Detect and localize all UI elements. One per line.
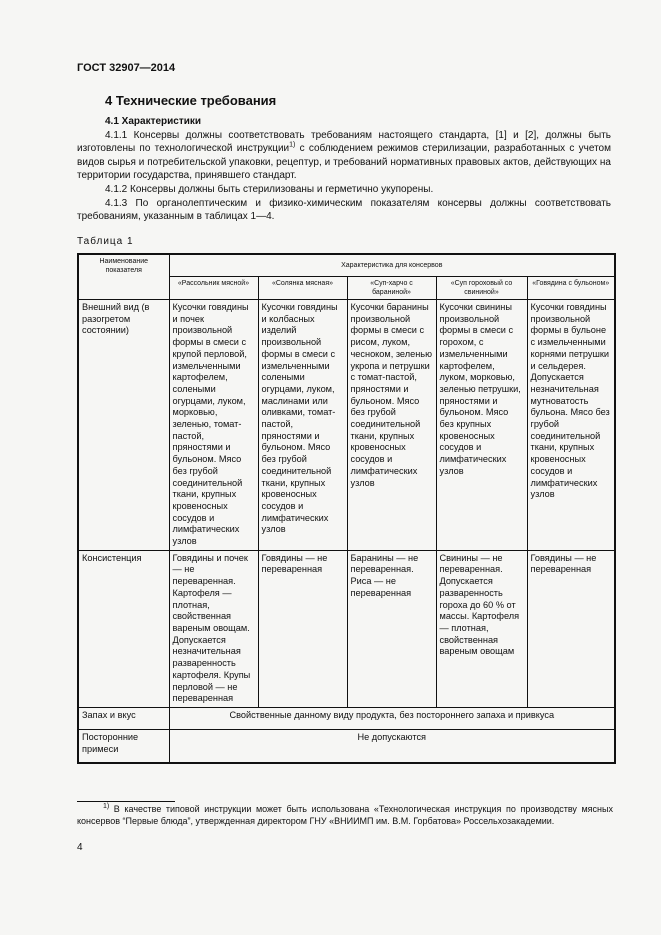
table-row — [78, 729, 615, 763]
table-cell: Свинины — не переваренная. Допускается разваренность гороха до 60 % от массы. Картофеля — плотная, свойственная вареным овощам — [436, 550, 527, 707]
column-header: «Суп-харчо с бараниной» — [347, 277, 436, 300]
standard-number: ГОСТ 32907—2014 — [77, 62, 176, 74]
p1-text: 4.1.1 Консервы должны соответствовать требованиям настоящего стандарта, [1] и [2], должны быть изготовлены по технологической инструкции — [77, 130, 611, 155]
column-header: «Солянка мясная» — [258, 277, 347, 300]
table-row — [78, 550, 615, 707]
characteristics-table — [77, 253, 616, 764]
table-row — [78, 300, 615, 551]
column-header: «Рассольник мясной» — [169, 277, 258, 300]
paragraph-4-1-2 — [77, 183, 611, 196]
column-header: «Говядина с бульоном» — [527, 277, 615, 300]
table-cell: Баранины — не переваренная. Риса — не переваренная — [347, 550, 436, 707]
section-title: 4 Технические требования — [105, 93, 277, 108]
table-label: Таблица 1 — [77, 236, 134, 247]
footnote-mark: 1) — [103, 803, 110, 810]
row-name: Посторонние примеси — [78, 729, 169, 763]
table-cell: Кусочки говядины и почек произвольной формы в смеси с крупой перловой, измельченными картофелем, солеными огурцами, луком, морковью, зеленью, томат-пастой, пряностями и бульоном. Мясо без грубой соединительной ткани, крупных кровеносных сосудов и лимфатических узлов — [169, 300, 258, 551]
p2-text: 4.1.2 Консервы должны быть стерилизованы и герметично укупорены. — [105, 184, 434, 195]
table-cell: Говядины и почек — не переваренная. Картофеля — плотная, свойственная вареным овощам. Допускается незначительная разваренность картофеля. Крупы перловой — не переваренная — [169, 550, 258, 707]
row-name: Запах и вкус — [78, 707, 169, 729]
subsection-title: 4.1 Характеристики — [105, 116, 202, 127]
row-name: Внешний вид (в разогретом состоянии) — [78, 300, 169, 551]
table-cell: Кусочки свинины произвольной формы в смеси с горохом, с измельченными картофелем, луком, морковью, зеленью петрушки, пряностями и бульоном. Мясо без крупных кровеносных сосудов и лимфатических узлов — [436, 300, 527, 551]
header-indicator: Наименование показателя — [78, 254, 169, 300]
row-name: Консистенция — [78, 550, 169, 707]
footnote — [77, 803, 613, 827]
p1-text-cont: с соблюдением режимов стерилизации, разработанных с учетом видов сырья и потребительской упаковки, рецептур, и требований нормативных правовых актов, действующих на территории государства, принявшего стандарт. — [77, 143, 611, 181]
column-header: «Суп гороховый со свининой» — [436, 277, 527, 300]
table-cell: Говядины — не переваренная — [258, 550, 347, 707]
paragraph-4-1-1 — [77, 129, 611, 182]
header-group: Характеристика для консервов — [169, 254, 615, 277]
p3-text: 4.1.3 По органолептическим и физико-химическим показателям консервы должны соответствовать требованиям, указанным в таблицах 1—4. — [77, 198, 611, 223]
footnote-text: В качестве типовой инструкции может быть использована «Технологическая инструкция по производству мясных консервов “Первые блюда”, утвержденная директором ГНУ «ВНИИМП им. В.М. Горбатова» Россельхозакадемии. — [77, 804, 613, 826]
table-cell: Кусочки говядины и колбасных изделий произвольной формы в смеси с измельченными солеными огурцами, луком, маслинами или оливками, томат-пастой, пряностями и бульоном. Мясо без грубой соединительной ткани, крупных кровеносных сосудов и лимфатических узлов — [258, 300, 347, 551]
table-row — [78, 707, 615, 729]
table-cell: Кусочки баранины произвольной формы в смеси с рисом, луком, чесноком, зеленью укропа и петрушки с томат-пастой, пряностями и бульоном. Мясо без грубой соединительной ткани, крупных кровеносных сосудов и лимфатических узлов — [347, 300, 436, 551]
table-cell-merged: Не допускаются — [169, 729, 615, 763]
page-number: 4 — [77, 842, 83, 853]
table-cell-merged: Свойственные данному виду продукта, без постороннего запаха и привкуса — [169, 707, 615, 729]
table-cell: Говядины — не переваренная — [527, 550, 615, 707]
footnote-divider — [77, 801, 175, 802]
table-header-row — [78, 254, 615, 277]
footnote-ref: 1) — [289, 141, 296, 149]
paragraph-4-1-3 — [77, 197, 611, 224]
table-cell: Кусочки говядины произвольной формы в бульоне с измельченными корнями петрушки и сельдерея. Допускается незначительная мутноватость бульона. Мясо без грубой соединительной ткани, крупных кровеносных сосудов и лимфатических узлов — [527, 300, 615, 551]
